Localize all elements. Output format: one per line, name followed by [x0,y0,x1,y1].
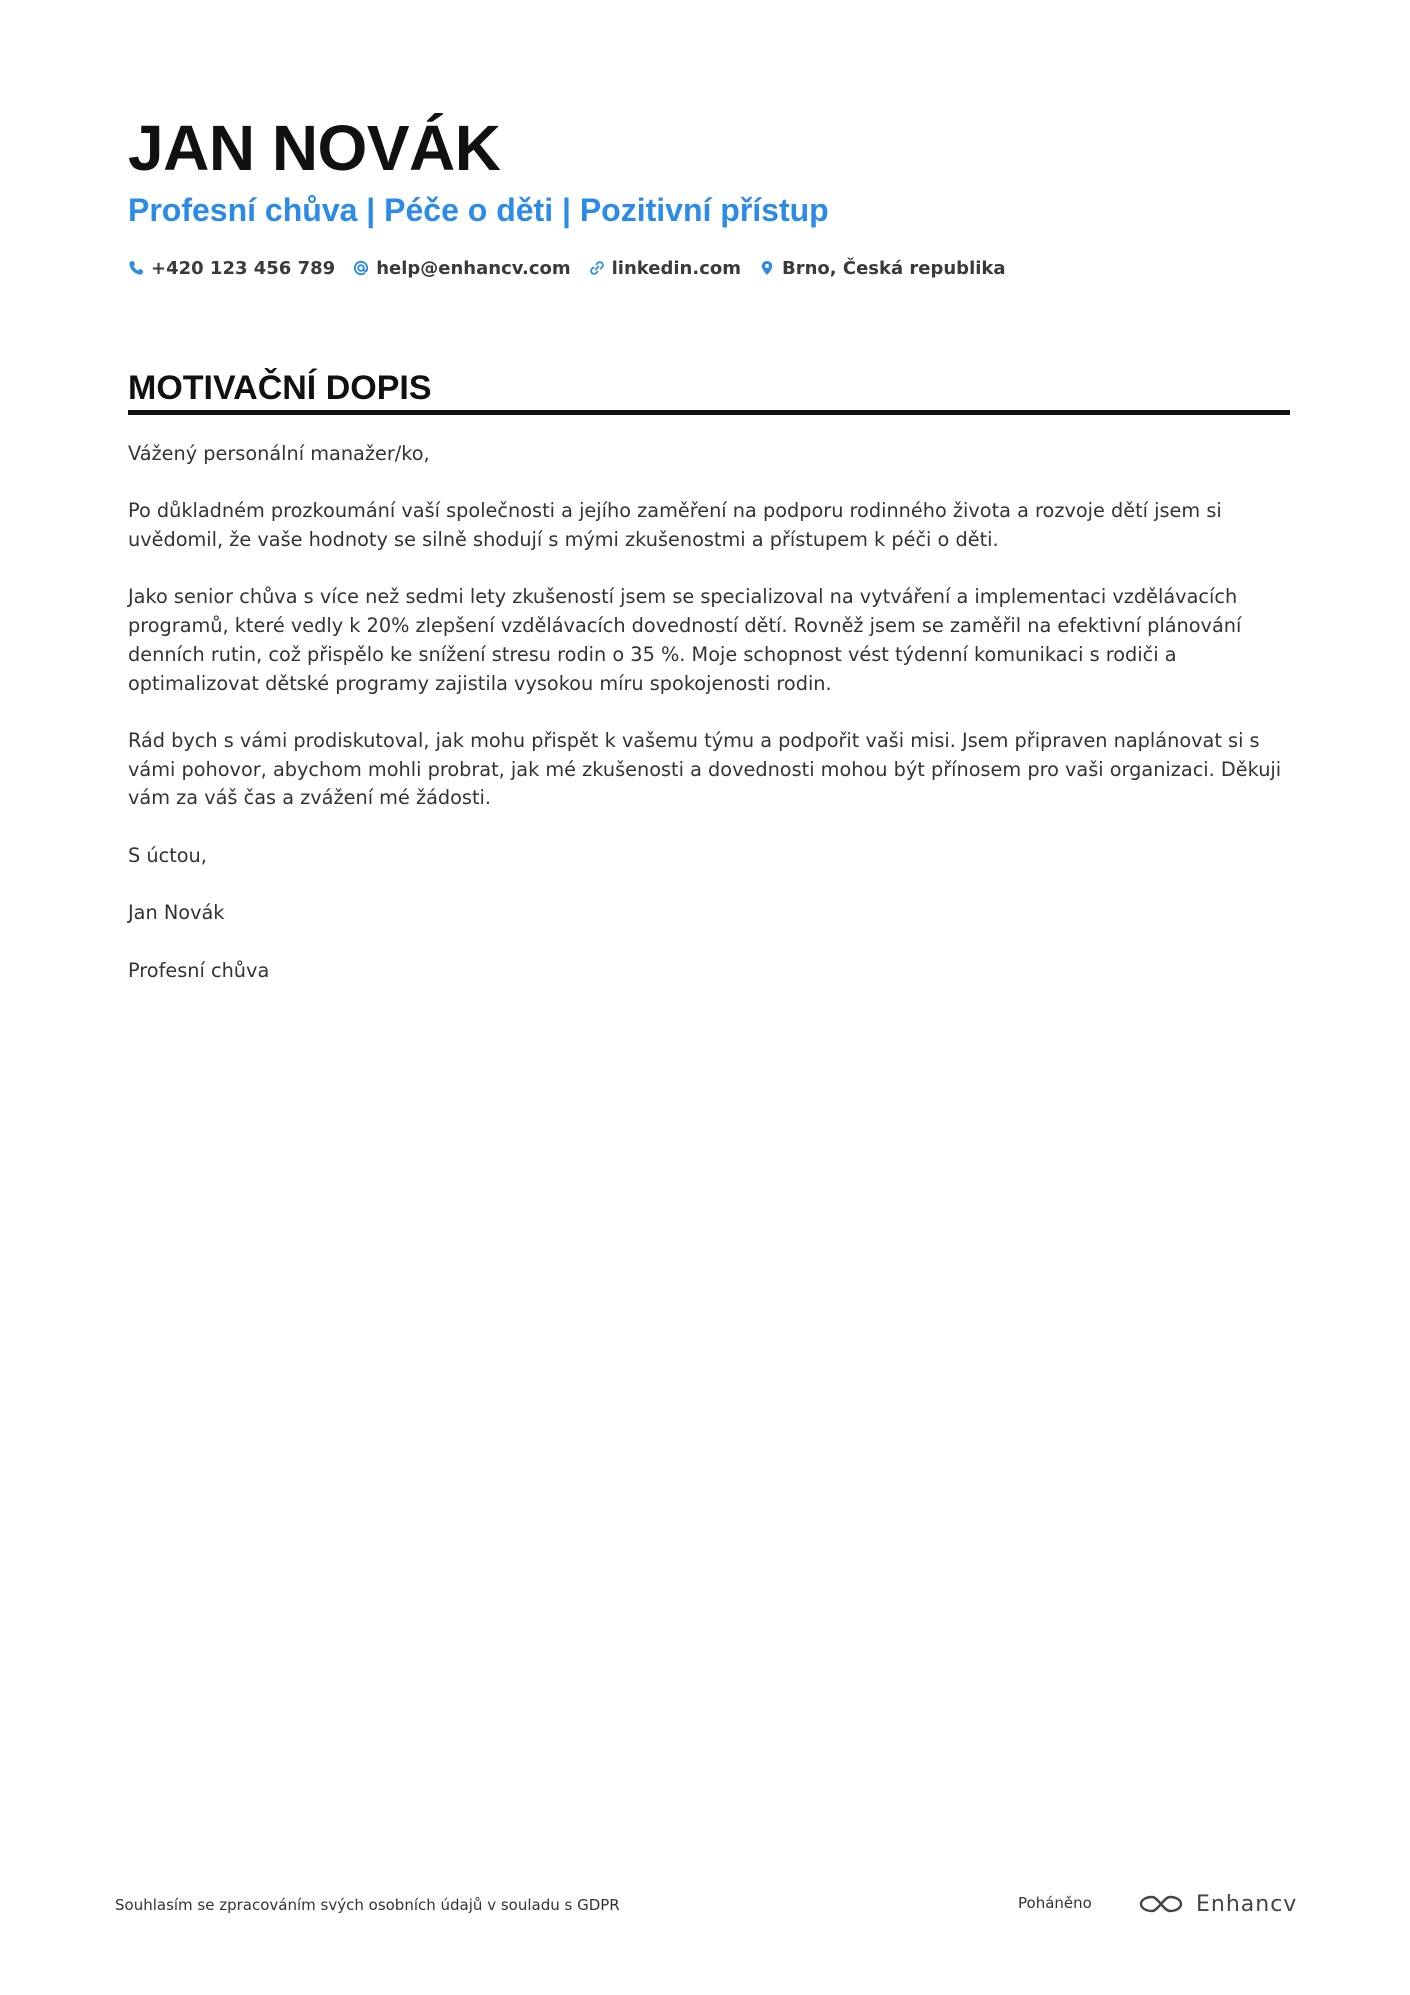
letter-body [128,440,1290,1014]
letter-signature-title: Profesní chůva [128,958,270,982]
contact-location [759,258,1006,279]
contact-linkedin[interactable] [589,258,741,279]
letter-paragraph-2: Jako senior chůva s více než sedmi lety zkušeností jsem se specializoval na vytváření a implementaci vzdělávacích programů, které vedly k 20% zlepšení vzdělávacích dovedností dětí. Rovněž jsem se zaměřil na efektivní plánování denních rutin, což přispělo ke snížení stresu rodin o 35 %. Moje schopnost vést týdenní komunikaci s rodiči a optimalizovat dětské programy zajistila vysokou míru spokojenosti rodin. [128,585,1242,695]
contact-linkedin-text: linkedin.com [611,257,741,279]
contact-location-text: Brno, Česká republika [782,257,1006,279]
section-divider [128,410,1290,415]
link-icon [589,260,605,276]
candidate-headline: Profesní chůva | Péče o děti | Pozitivní přístup [128,192,829,228]
letter-closing: S úctou, [128,843,207,867]
contact-email-text: help@enhancv.com [376,257,571,279]
contact-phone [128,258,335,279]
contact-email[interactable] [353,258,570,279]
letter-paragraph-1: Po důkladném prozkoumání vaší společnosti a jejího zaměření na podporu rodinného života a rozvoje dětí jsem si uvědomil, že vaše hodnoty se silně shodují s mými zkušenostmi a přístupem k péči o děti. [128,499,1222,552]
candidate-name: JAN NOVÁK [128,112,501,184]
letter-greeting: Vážený personální manažer/ko, [128,442,430,465]
enhancv-logo[interactable] [1138,1890,1297,1918]
location-pin-icon [759,260,775,276]
section-title: MOTIVAČNÍ DOPIS [128,369,432,407]
enhancv-logo-icon [1138,1892,1184,1916]
at-icon [353,260,369,276]
powered-by-label: Poháněno [1018,1894,1092,1912]
letter-paragraph-3: Rád bych s vámi prodiskutoval, jak mohu přispět k vašemu týmu a podpořit vaši misi. Jsem připraven naplánovat si s vámi pohovor, abychom mohli probrat, jak mé zkušenosti a dovednosti mohou být přínosem pro vaši organizaci. Děkuji vám za váš čas a zvážení mé žádosti. [128,728,1282,810]
gdpr-consent: Souhlasím se zpracováním svých osobních údajů v souladu s GDPR [115,1896,620,1914]
phone-icon [128,260,144,276]
contact-bar [128,253,1024,283]
letter-signature-name: Jan Novák [128,901,225,925]
enhancv-brand-text: Enhancv [1196,1891,1298,1917]
contact-phone-text: +420 123 456 789 [151,257,336,279]
